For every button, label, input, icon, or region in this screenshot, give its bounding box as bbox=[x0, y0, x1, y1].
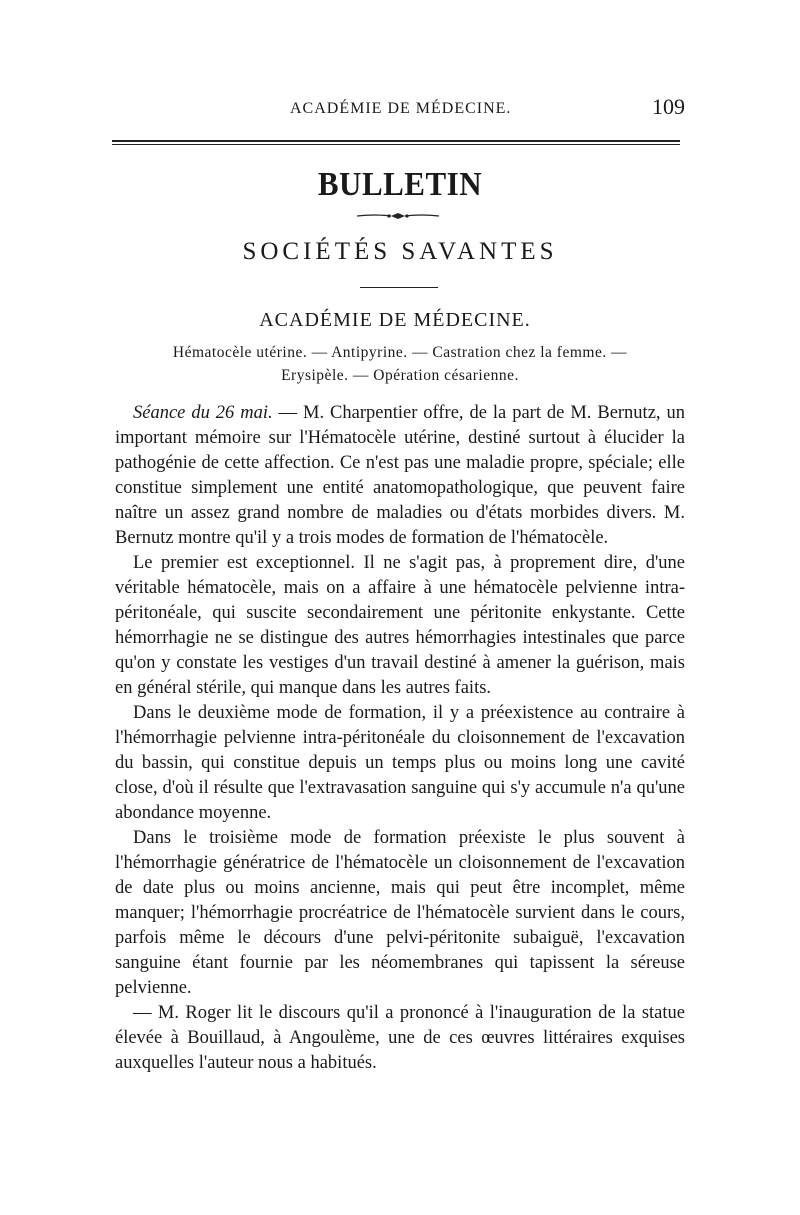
paragraph: — M. Roger lit le discours qu'il a prononcé à l'inauguration de la statue élevée à Bouillaud, à Angoulème, une de ces œuvres littéraires exquises auxquelles l'auteur nous a habitués. bbox=[115, 1003, 685, 1073]
body-text bbox=[115, 401, 685, 1076]
running-title: ACADÉMIE DE MÉDECINE. bbox=[290, 100, 512, 117]
ornament-divider bbox=[355, 212, 441, 220]
page-number: 109 bbox=[652, 94, 685, 119]
running-head bbox=[120, 94, 685, 128]
summary bbox=[130, 341, 670, 387]
paragraph bbox=[115, 401, 685, 551]
paragraph: Dans le deuxième mode de formation, il y a préexistence au contraire à l'hémorrhagie pelvienne intra-péritonéale du cloisonnement de l'excavation du bassin, qui constitue depuis un temps plus ou moins long une cavité close, d'où il résulte que l'extravasation sanguine qui s'y accumule n'a qu'une abondance moyenne. bbox=[115, 703, 685, 823]
paragraph-text: — M. Charpentier offre, de la part de M. Bernutz, un important mémoire sur l'Hématocèle utérine, destiné surtout à élucider la pathogénie de cette affection. Ce n'est pas une maladie propre, spéciale; elle constitue simplement une entité anatomopathologique, que peuvent faire naître un assez grand nombre de maladies ou d'états morbides divers. M. Bernutz montre qu'il y a trois modes de formation de l'hématocèle. bbox=[115, 403, 685, 548]
societes-title: SOCIÉTÉS SAVANTES bbox=[242, 238, 558, 265]
paragraph: Le premier est exceptionnel. Il ne s'agit pas, à proprement dire, d'une véritable hématocèle, mais on a affaire à une hématocèle pelvienne intra-péritonéale, qui suscite secondairement une péritonite enkystante. Cette hémorrhagie ne se distingue des autres hémorrhagies intestinales que parce qu'on y constate les vestiges d'un travail destiné à amener la guérison, mais en général stérile, qui manque dans les autres faits. bbox=[115, 553, 685, 698]
summary-line: Erysipèle. — Opération césarienne. bbox=[281, 367, 519, 384]
summary-line: Hématocèle utérine. — Antipyrine. — Castration chez la femme. — bbox=[172, 344, 628, 361]
header-rule bbox=[112, 140, 680, 145]
academie-heading: ACADÉMIE DE MÉDECINE. bbox=[259, 309, 531, 331]
bulletin-title: BULLETIN bbox=[317, 164, 483, 203]
section-rule bbox=[360, 287, 438, 288]
paragraph: Dans le troisième mode de formation préexiste le plus souvent à l'hémorrhagie génératrice de l'hématocèle un cloisonnement de l'excavation de date plus ou moins ancienne, mais qui peut être incomplet, même manquer; l'hémorrhagie procréatrice de l'hématocèle survient dans le cours, parfois même le décours d'une pelvi-péritonite subaiguë, l'excavation sanguine étant fournie par les néomembranes qui tapissent la séreuse pelvienne. bbox=[115, 828, 685, 998]
session-date: Séance du 26 mai. bbox=[133, 403, 273, 423]
